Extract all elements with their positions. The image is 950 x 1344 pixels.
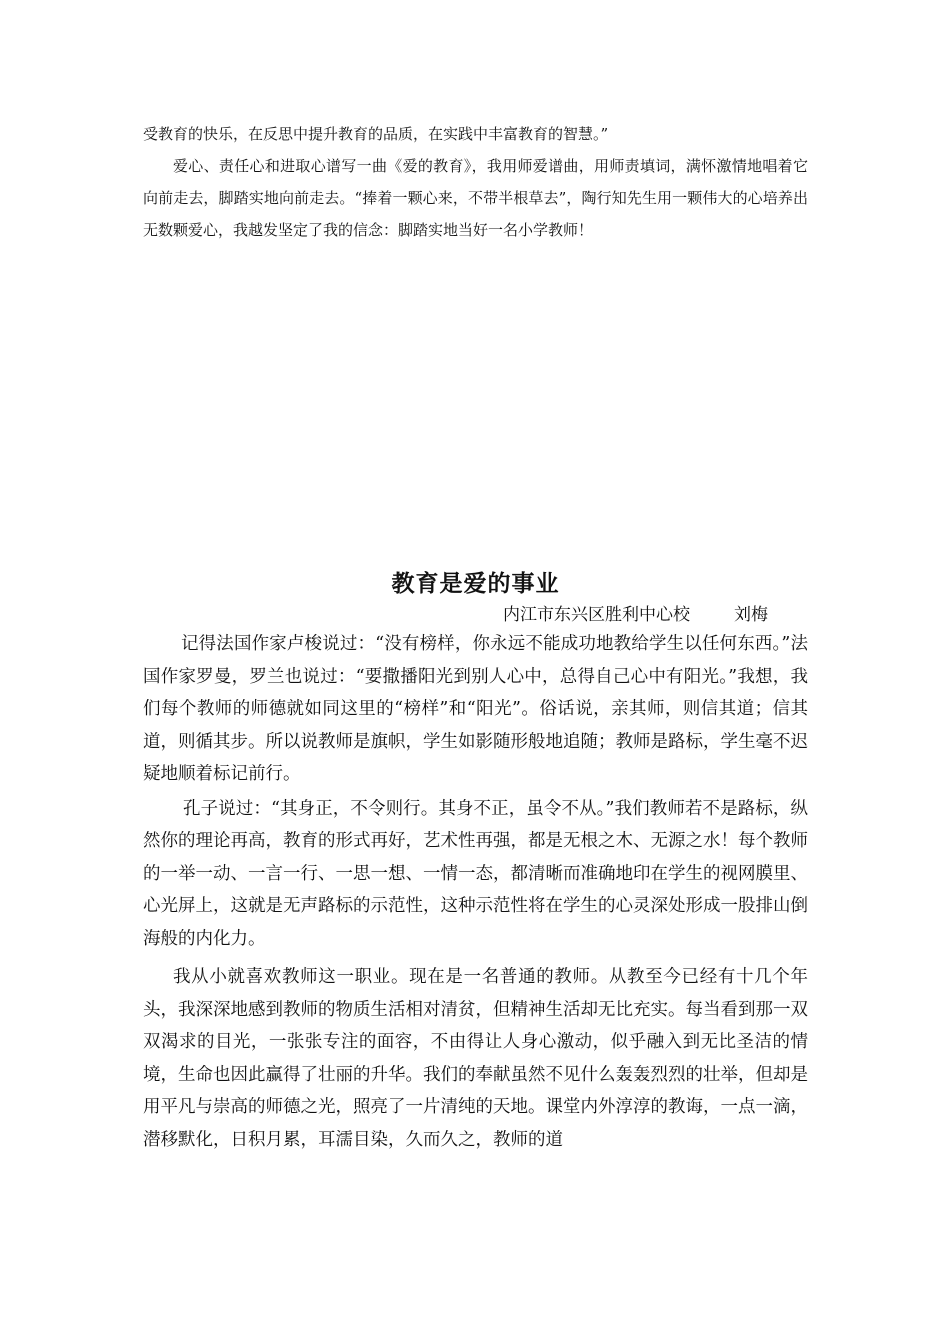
closing-paragraph: 爱心、责任心和进取心谱写一曲《爱的教育》，我用师爱谱曲，用师责填词，满怀激情地唱着它向前走去，脚踏实地向前走去。“捧着一颗心来，不带半根草去”，陶行知先生用一颗伟大的心培养出无数颗爱心，我越发坚定了我的信念：脚踏实地当好一名小学教师！	[143, 157, 808, 239]
author-name: 刘梅	[734, 605, 768, 625]
article	[143, 566, 808, 1156]
byline	[503, 602, 808, 628]
paragraph-3: 我从小就喜欢教师这一职业。现在是一名普通的教师。从教至今已经有十几个年头，我深深地感到教师的物质生活相对清贫，但精神生活却无比充实。每当看到那一双双渴求的目光，一张张专注的面容，不由得让人身心激动，似乎融入到无比圣洁的情境，生命也因此赢得了壮丽的升华。我们的奉献虽然不见什么轰轰烈烈的壮举，但却是用平凡与崇高的师德之光，照亮了一片清纯的天地。课堂内外淳淳的教诲，一点一滴，潜移默化，日积月累，耳濡目染，久而久之，教师的道	[143, 967, 808, 1150]
paragraph-2: 孔子说过：“其身正，不令则行。其身不正，虽令不从。”我们教师若不是路标，纵然你的理论再高，教育的形式再好，艺术性再强，都是无根之木、无源之水！每个教师的一举一动、一言一行、一思一想、一情一态，都清晰而准确地印在学生的视网膜里、心光屏上，这就是无声路标的示范性，这种示范性将在学生的心灵深处形成一股排山倒海般的内化力。	[143, 798, 808, 949]
article-body	[143, 628, 808, 1156]
article-title: 教育是爱的事业	[391, 570, 560, 597]
school-name: 内江市东兴区胜利中心校	[503, 605, 690, 625]
continued-line: 受教育的快乐，在反思中提升教育的品质，在实践中丰富教育的智慧。”	[143, 125, 609, 143]
previous-article-ending	[143, 118, 808, 246]
paragraph-1: 记得法国作家卢梭说过：“没有榜样，你永远不能成功地教给学生以任何东西。”法国作家罗曼，罗兰也说过：“要撒播阳光到别人心中，总得自己心中有阳光。”我想，我们每个教师的师德就如同这里的“榜样”和“阳光”。俗话说，亲其师，则信其道；信其道，则循其步。所以说教师是旗帜，学生如影随形般地追随；教师是路标，学生毫不迟疑地顺着标记前行。	[143, 634, 808, 784]
